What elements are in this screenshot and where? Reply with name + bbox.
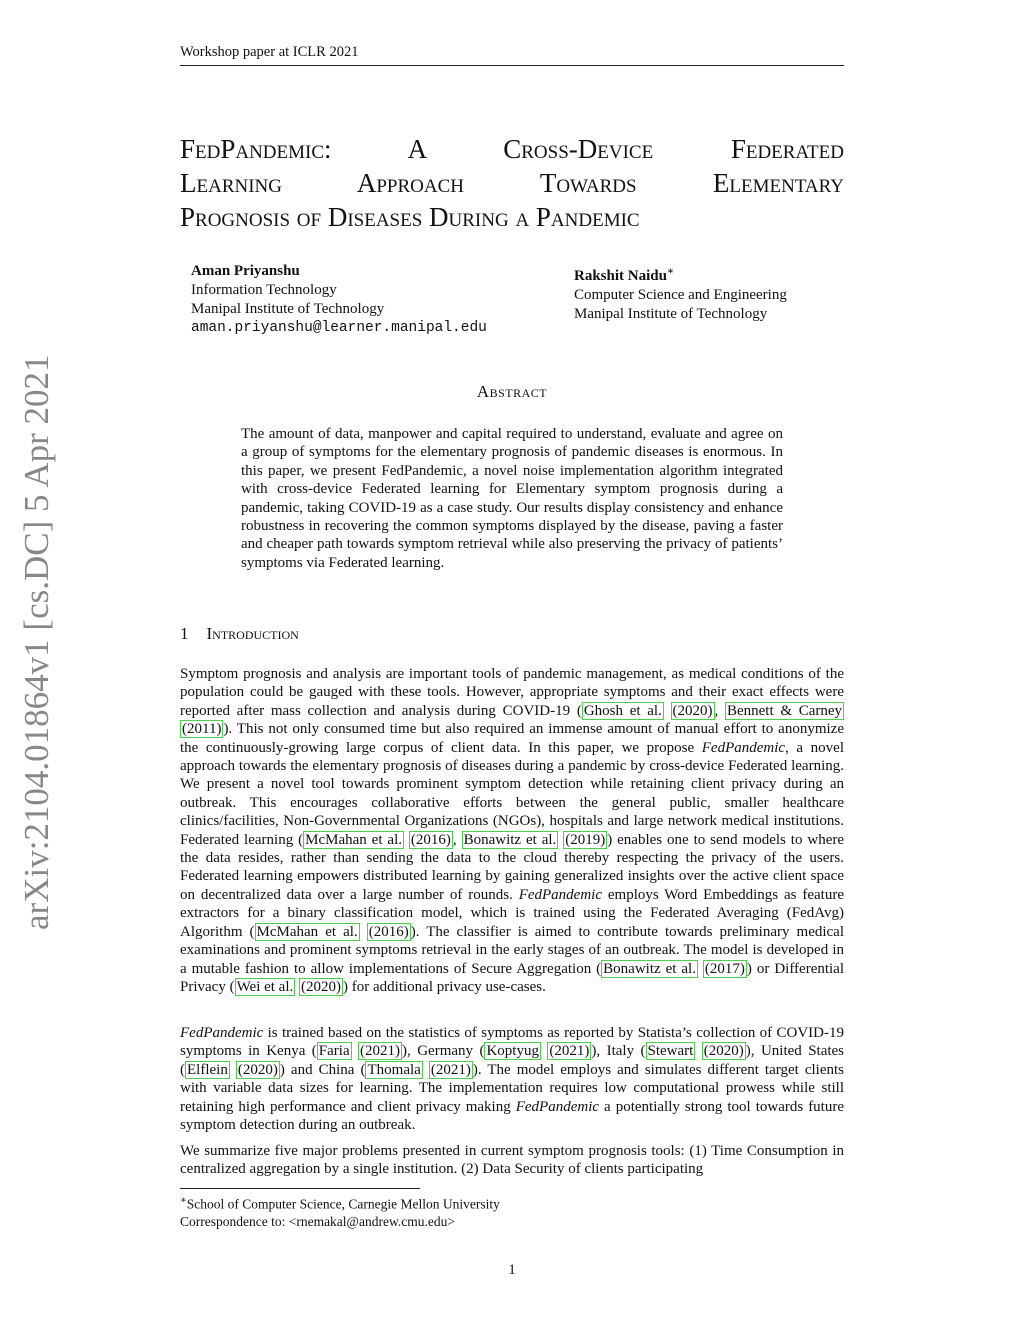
citation-year-link[interactable]: (2011)	[182, 721, 222, 738]
text-run: ). The model employs and simulates different target clients with variable data sizes for learning. The implementation requires low computational prowess while still retaining high performance and client privacy making	[180, 1061, 845, 1115]
footnote-affiliation	[180, 1192, 500, 1213]
abstract-text: The amount of data, manpower and capital required to understand, evaluate and agree on a group of symptoms for the elementary prognosis of pandemic diseases is enormous. In this paper, we present FedPandemic, a novel noise implementation algorithm integrated with cross-device Federated learning for Elementary symptom prognosis during a pandemic, taking COVID-19 as a case study. Our results display consistency and enhance robustness in recovering the common symptoms displayed by the disease, paving a faster and cheaper path towards symptom retrieval while also preserving the privacy of patients’ symptoms via Federated learning.	[241, 426, 783, 571]
citation-link[interactable]: Elflein	[187, 1061, 228, 1078]
text-run: ) for additional privacy use-cases.	[343, 978, 546, 995]
citation-year-link[interactable]: (2021)	[360, 1043, 401, 1060]
citation-link[interactable]: Bonawitz et al.	[463, 831, 557, 848]
text-run: employs Word Embeddings as feature extractors for a binary classification model, which is trained using the Federated Averaging (FedAvg) Algorithm (	[180, 886, 844, 940]
title-line-3: Prognosis of Diseases During a Pandemic	[180, 202, 640, 232]
text-run: ) or Differential Privacy (	[180, 960, 845, 995]
page-number: 1	[508, 1262, 516, 1278]
citation-link[interactable]: Stewart	[647, 1043, 694, 1060]
intro-paragraph-1	[180, 665, 844, 996]
text-run: ), United States (	[180, 1043, 845, 1078]
text-run: ). This not only consumed time but also required an immense amount of manual effort to anonymize the continuously-growing large corpus of client data. In this paper, we propose	[180, 721, 844, 756]
section-number: 1	[180, 624, 189, 643]
text-run: ). The classifier is aimed to contribute towards preliminary medical examinations and prominent symptoms retrieval in the early stages of an outbreak. The model is developed in a mutable fashion to allow implementations of Secure Aggregation (	[180, 923, 845, 977]
text-run: ), Germany (	[402, 1043, 485, 1060]
text-run: ), Italy (	[591, 1043, 646, 1060]
citation-link[interactable]: McMahan et al.	[256, 923, 358, 940]
citation-link[interactable]: Bennett & Carney	[726, 702, 843, 719]
intro-paragraph-3: We summarize five major problems presented in current symptom prognosis tools: (1) Time Consumption in centralized aggregation by a single institution. (2) Data Security of clients participating	[180, 1143, 844, 1178]
author-email[interactable]: aman.priyanshu@learner.manipal.edu	[191, 320, 487, 336]
emphasis: FedPandemic	[515, 1098, 600, 1115]
citation-link[interactable]: Faria	[318, 1043, 350, 1060]
citation-year-link[interactable]: (2019)	[565, 831, 606, 848]
citation-link[interactable]: Wei et al.	[236, 978, 294, 995]
text-run: is trained based on the statistics of symptoms as reported by Statista’s collection of COVID-19 symptoms in Kenya (	[180, 1025, 844, 1060]
emphasis: FedPandemic	[518, 886, 602, 903]
citation-link[interactable]: McMahan et al.	[305, 831, 402, 848]
emphasis: FedPandemic	[701, 739, 786, 756]
citation-link[interactable]: Koptyug	[486, 1043, 539, 1060]
citation-year-link[interactable]: (2021)	[549, 1043, 590, 1060]
footnote-mark: ∗	[180, 1195, 187, 1206]
section-title: Introduction	[206, 624, 299, 643]
citation-link[interactable]: Thomala	[367, 1061, 421, 1078]
author-block-2	[574, 262, 787, 324]
author-name-text: Rakshit Naidu	[574, 268, 667, 284]
citation-year-link[interactable]: (2020)	[301, 978, 342, 995]
citation-year-link[interactable]: (2020)	[703, 1043, 744, 1060]
title-line-1: FedPandemic: A Cross-Device Federated	[180, 134, 844, 164]
author-name: Aman Priyanshu	[191, 263, 300, 279]
text-run: a potentially strong tool towards future symptom detection during an outbreak.	[180, 1098, 845, 1134]
citation-link[interactable]: Bonawitz et al.	[603, 960, 696, 977]
abstract-heading: Abstract	[476, 382, 548, 401]
citation-year-link[interactable]: (2020)	[672, 702, 713, 719]
footnotes	[180, 1192, 500, 1230]
intro-paragraph-2	[180, 1024, 844, 1134]
author-department: Information Technology	[191, 282, 337, 298]
author-institution: Manipal Institute of Technology	[191, 301, 385, 317]
citation-year-link[interactable]: (2016)	[368, 923, 409, 940]
author-block-1	[191, 262, 487, 338]
paper-title	[180, 132, 844, 234]
text-run: ) enables one to send models to where the data resides, rather than sending the data to the cloud thereby respecting the privacy of the users. Federated learning empowers distributed learning by gaining generalized insights over the active client space on decentralized data over a large number of rounds.	[180, 831, 845, 903]
emphasis: FedPandemic	[180, 1025, 264, 1041]
footnote-correspondence: Correspondence to: <rnemakal@andrew.cmu.edu>	[180, 1213, 455, 1229]
text-run: ,	[452, 831, 462, 848]
citation-link[interactable]: Ghosh et al.	[583, 702, 662, 719]
citation-year-link[interactable]: (2017)	[704, 960, 745, 977]
citation-year-link[interactable]: (2016)	[410, 831, 451, 848]
running-header: Workshop paper at ICLR 2021	[180, 44, 844, 66]
author-department: Computer Science and Engineering	[574, 287, 787, 303]
footnote-rule	[180, 1188, 420, 1189]
author-institution: Manipal Institute of Technology	[574, 306, 768, 322]
citation-year-link[interactable]: (2021)	[430, 1061, 471, 1078]
text-run: ) and China (	[279, 1061, 366, 1078]
author-name	[574, 262, 787, 286]
arxiv-identifier: arXiv:2104.01864v1 [cs.DC] 5 Apr 2021	[17, 354, 56, 930]
text-run: ,	[714, 702, 725, 719]
title-line-2: Learning Approach Towards Elementary	[180, 168, 844, 198]
text-run: Symptom prognosis and analysis are important tools of pandemic management, as medical conditions of the population could be gauged with these tools. However, appropriate symptoms and their exact effects were reported after mass collection and analysis during COVID-19 (	[180, 666, 844, 719]
section-heading	[180, 624, 299, 644]
footnote-affiliation-text: School of Computer Science, Carnegie Mellon University	[186, 1196, 500, 1212]
footnote-mark[interactable]: ∗	[666, 266, 674, 277]
citation-year-link[interactable]: (2020)	[237, 1061, 278, 1078]
text-run: , a novel approach towards the elementary prognosis of diseases during a pandemic by cross-device Federated learning. We present a novel tool towards prominent symptom detection while retaining client privacy during an outbreak. This encourages collaborative efforts between the general public, smaller healthcare clinics/facilities, Non-Governmental Organizations (NGOs), hospitals and large network medical institutions. Federated learning (	[180, 739, 844, 848]
